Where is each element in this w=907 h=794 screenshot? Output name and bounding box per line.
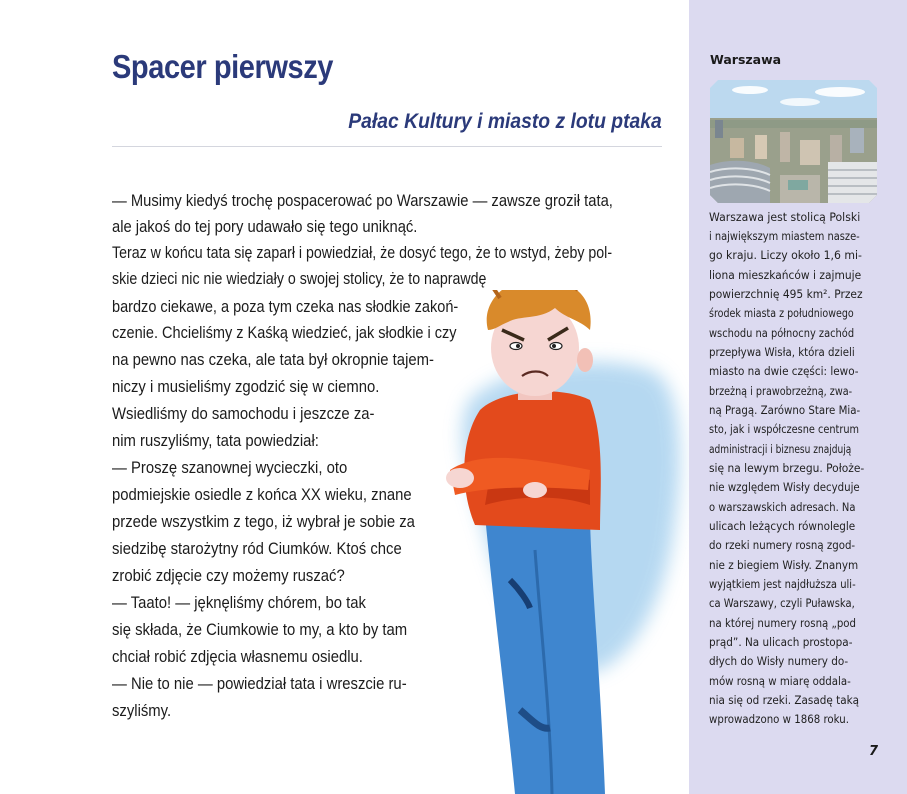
sidebar-text-line: administracji i biznesu znajdują (709, 442, 852, 456)
sidebar-text-line: wschodu na północny zachód (709, 326, 855, 340)
sidebar-text-line: ca Warszawy, czyli Puławska, (709, 596, 855, 610)
sidebar-text-line: powierzchnię 495 km². Przez (709, 287, 863, 301)
sidebar-text-line: wprowadzono w 1868 roku. (709, 712, 849, 726)
sidebar-text-line: na której numery rosną „pod (709, 616, 857, 630)
story-line: zrobić zdjęcie czy możemy ruszać? (112, 567, 345, 585)
sidebar-text-line: Warszawa jest stolicą Polski (709, 210, 861, 224)
story-line: na pewno nas czeka, ale tata był okropnie tajem- (112, 351, 434, 369)
story-line: — Musimy kiedyś trochę pospacerować po Warszawie — zawsze groził tata, (112, 192, 613, 210)
sidebar-text-line: przepływa Wisła, która dzieli (709, 345, 855, 359)
sidebar-text-line: środek miasta z południowego (709, 306, 854, 320)
story-line: Wsiedliśmy do samochodu i jeszcze za- (112, 405, 375, 423)
sidebar-title: Warszawa (710, 52, 782, 67)
story-line: się składa, że Ciumkowie to my, a kto by tam (112, 621, 408, 639)
story-line: — Taato! — jęknęliśmy chórem, bo tak (112, 594, 366, 612)
story-line: szyliśmy. (112, 702, 172, 720)
story-line: bardzo ciekawe, a poza tym czeka nas słodkie zakoń- (112, 298, 459, 316)
sidebar-text-line: dłych do Wisły numery do- (709, 654, 849, 668)
sidebar-text-line: prąd”. Na ulicach prostopa- (709, 635, 853, 649)
chapter-subtitle: Pałac Kultury i miasto z lotu ptaka (348, 110, 662, 133)
sidebar-text-line: sto, jak i współczesne centrum (709, 422, 859, 436)
story-line: — Nie to nie — powiedział tata i wreszcie ru- (112, 675, 407, 693)
chapter-title: Spacer pierwszy (112, 48, 334, 85)
story-line: czenie. Chcieliśmy z Kaśką wiedzieć, jak słodkie i czy (112, 324, 457, 342)
title-divider (112, 146, 662, 147)
story-line: nim ruszyliśmy, tata powiedział: (112, 432, 319, 450)
sidebar-text-line: nia się od rzeki. Zasadę taką (709, 693, 860, 707)
story-line: niczy i musieliśmy zgodzić się w ciemno. (112, 378, 380, 396)
sidebar-text-line: miasto na dwie części: lewo- (709, 364, 859, 378)
angry-boy-illustration (440, 290, 689, 794)
sidebar-fact-box (689, 0, 907, 794)
sidebar-text-line: ulicach leżących równolegle (709, 519, 856, 533)
sidebar-text-line: ną Pragą. Zarówno Stare Mia- (709, 403, 861, 417)
sidebar-text-line: nie z biegiem Wisły. Znanym (709, 558, 859, 572)
story-line: podmiejskie osiedle z końca XX wieku, znane (112, 486, 412, 504)
sidebar-text-line: brzeżną i prawobrzeżną, zwa- (709, 384, 853, 398)
story-line: przede wszystkim z tego, iż wybrał je sobie za (112, 513, 415, 531)
sidebar-text-line: nie względem Wisły decyduje (709, 480, 860, 494)
story-line: Teraz w końcu tata się zaparł i powiedział, że dosyć tego, że to wstyd, żeby pol- (112, 244, 613, 262)
sidebar-text-line: się na lewym brzegu. Położe- (709, 461, 865, 475)
story-line: chciał robić zdjęcia własnemu osiedlu. (112, 648, 363, 666)
sidebar-text-line: go kraju. Liczy około 1,6 mi- (709, 248, 862, 262)
page-number: 7 (868, 744, 878, 759)
story-line: ale jakoś do tej pory udawało się tego uniknąć. (112, 218, 418, 236)
sidebar-text-line: mów rosną w miarę oddala- (709, 674, 851, 688)
sidebar-text-line: o warszawskich adresach. Na (709, 500, 856, 514)
story-line: — Proszę szanownej wycieczki, oto (112, 459, 348, 477)
warsaw-aerial-photo (710, 80, 877, 203)
sidebar-text-line: do rzeki numery rosną zgod- (709, 538, 856, 552)
story-line: siedzibę starożytny ród Ciumków. Ktoś chce (112, 540, 402, 558)
sidebar-text-line: wyjątkiem jest najdłuższa uli- (709, 577, 856, 591)
story-line: skie dzieci nic nie wiedziały o swojej stolicy, że to naprawdę (112, 270, 487, 288)
sidebar-text-line: liona mieszkańców i zajmuje (709, 268, 862, 282)
sidebar-text-line: i największym miastem nasze- (709, 229, 860, 243)
